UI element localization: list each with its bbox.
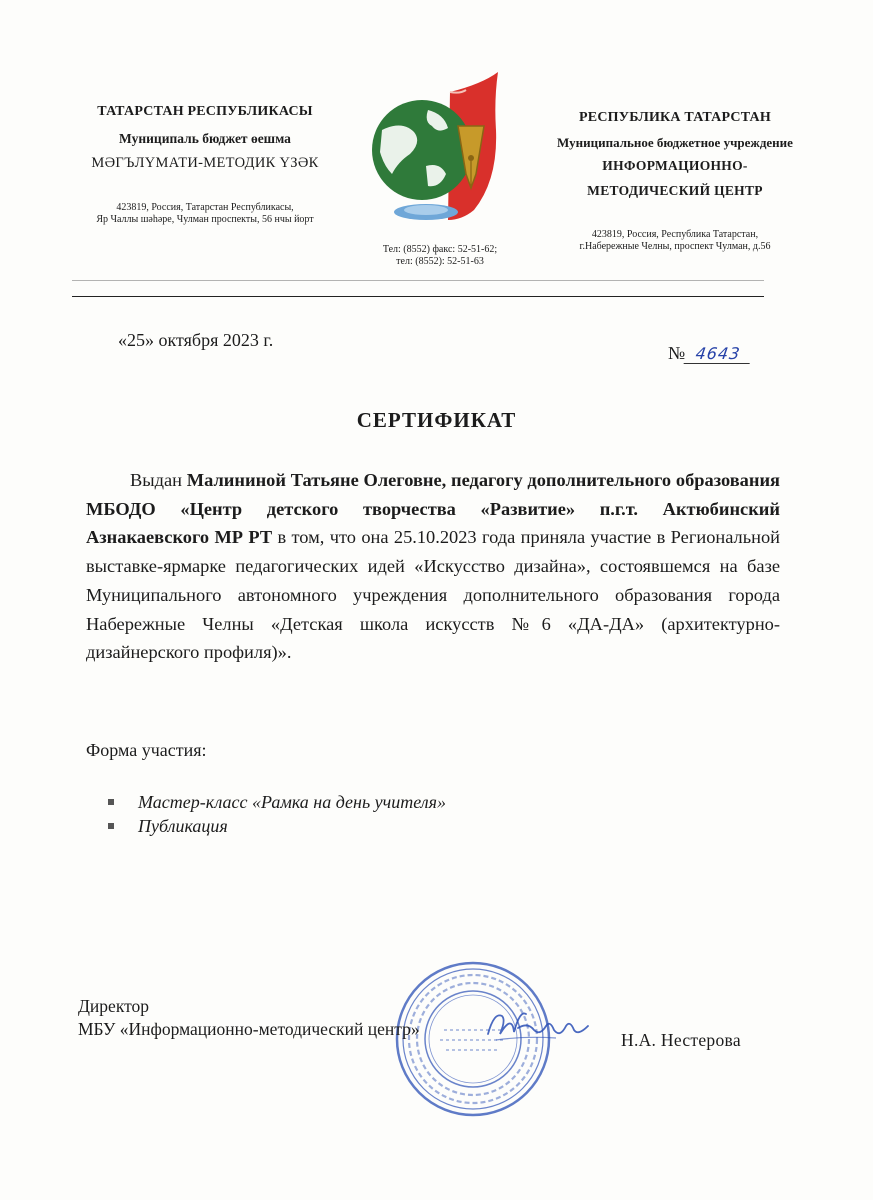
letterhead-left (40, 104, 370, 226)
participation-form-label: Форма участия: (86, 740, 207, 760)
letterhead-center-phones: Тел: (8552) факс: 52-51-62; тел: (8552): 52-51-63 (382, 244, 498, 267)
org-type-tatar: Муниципаль бюджет өешма (119, 131, 291, 146)
list-item: Публикация (108, 814, 446, 838)
body-lead: Выдан (130, 470, 187, 490)
address-russian: 423819, Россия, Республика Татарстан, г.Набережные Челны, проспект Чулман, д.56 (579, 229, 771, 252)
letterhead-divider-thin (72, 280, 764, 281)
list-item: Мастер-класс «Рамка на день учителя» (108, 790, 446, 814)
org-country-tatar: ТАТАРСТАН РЕСПУБЛИКАСЫ (97, 104, 313, 119)
number-handwritten: 4643 (684, 344, 753, 364)
org-type-russian: Муниципальное бюджетное учреждение (557, 135, 793, 150)
org-name-russian-line2: МЕТОДИЧЕСКИЙ ЦЕНТР (587, 183, 763, 198)
document-date: «25» октября 2023 г. (118, 330, 274, 350)
director-title (78, 995, 420, 1041)
globe-and-pen-emblem-icon (362, 70, 512, 230)
director-position: Директор (78, 996, 150, 1016)
certificate-body (86, 466, 780, 667)
org-country-russian: РЕСПУБЛИКА ТАТАРСТАН (579, 110, 771, 125)
letterhead-right (520, 110, 830, 253)
body-rest: в том, что она 25.10.2023 года приняла участие в Региональной выставке-ярмарке педагогических идей «Искусство дизайна», состоявшемся на базе Муниципального автономного учреждения дополнительного образования города Набережные Челны «Детская школа искусств №6 «ДА-ДА» (архитектурно-дизайнерского профиля)». (86, 527, 781, 663)
participation-form-list (108, 790, 446, 838)
number-prefix: № (668, 343, 686, 363)
recipient-details: Малининой Татьяне Олеговне, педагогу дополнительного образования МБОДО «Центр детского творчества «Развитие» п.г.т. Актюбинский Азнакаевского МР РТ (86, 470, 780, 548)
address-tatar: 423819, Россия, Татарстан Республикасы, Яр Чаллы шәһәре, Чулман проспекты, 56 нчы йорт (96, 202, 314, 225)
document-number (668, 343, 751, 364)
letterhead-divider (72, 296, 764, 297)
org-name-tatar: МӘГЪЛҮМАТИ-МЕТОДИК ҮЗӘК (91, 155, 319, 171)
director-organization: МБУ «Информационно-методический центр» (78, 1019, 420, 1039)
handwritten-signature-icon (484, 1004, 594, 1048)
page-title: СЕРТИФИКАТ (356, 408, 517, 432)
director-name: Н.А. Нестерова (621, 1030, 741, 1050)
org-name-russian-line1: ИНФОРМАЦИОННО- (602, 158, 748, 173)
